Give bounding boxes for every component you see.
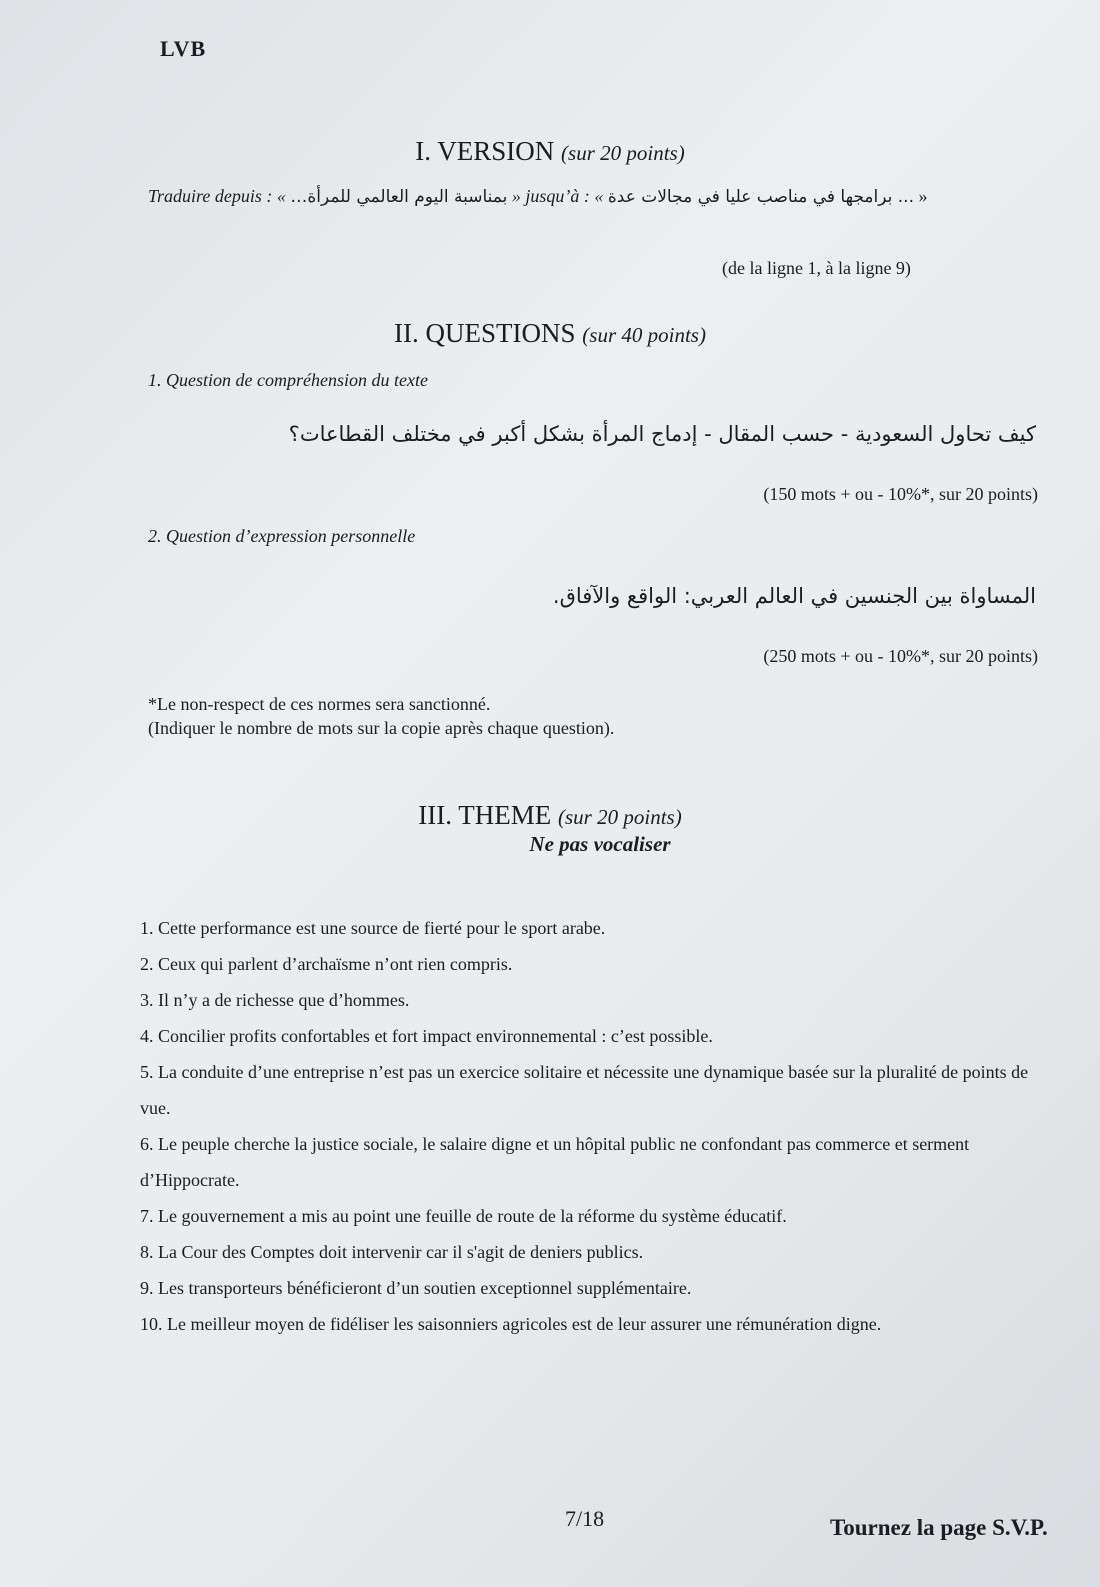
arabic-start-quote: بمناسبة اليوم العالمي للمرأة… [290,187,508,207]
line-range: (de la ligne 1, à la ligne 9) [722,258,911,278]
theme-item: 9. Les transporteurs bénéficieront d’un soutien exceptionnel supplémentaire. [140,1278,692,1298]
question-1-word-count: (150 mots + ou - 10%*, sur 20 points) [763,484,1038,504]
theme-sentence-list [140,910,1052,1342]
theme-item: 8. La Cour des Comptes doit intervenir car il s'agit de deniers publics. [140,1242,644,1262]
instruction-mid: » jusqu’à : « [511,186,604,206]
question-2-title: 2. Question d’expression personnelle [148,526,416,546]
version-title: I. VERSION [415,136,555,166]
header-code: LVB [160,36,207,61]
theme-title: III. THEME [418,800,552,830]
question-1-arabic: كيف تحاول السعودية - حسب المقال - إدماج المرأة بشكل أكبر في مختلف القطاعات؟ [288,422,1036,446]
theme-heading [0,800,1100,831]
theme-points: (sur 20 points) [558,805,682,829]
questions-heading [0,318,1100,349]
theme-item: 2. Ceux qui parlent d’archaïsme n’ont rien compris. [140,954,513,974]
theme-item: 4. Concilier profits confortables et fort impact environnemental : c’est possible. [140,1026,713,1046]
theme-item: 5. La conduite d’une entreprise n’est pas un exercice solitaire et nécessite une dynamique basée sur la pluralité de points de vue. [140,1062,1029,1118]
theme-subtitle: Ne pas vocaliser [529,832,671,856]
question-2-word-count: (250 mots + ou - 10%*, sur 20 points) [763,646,1038,666]
version-instruction [148,186,927,207]
instruction-suffix: » [918,186,928,206]
theme-item: 1. Cette performance est une source de fierté pour le sport arabe. [140,918,606,938]
note-word-count: (Indiquer le nombre de mots sur la copie après chaque question). [148,718,615,738]
theme-item: 6. Le peuple cherche la justice sociale, le salaire digne et un hôpital public ne confondant pas commerce et serment d’Hippocrate. [140,1134,970,1190]
questions-points: (sur 40 points) [582,323,706,347]
theme-item: 7. Le gouvernement a mis au point une feuille de route de la réforme du système éducatif. [140,1206,787,1226]
version-heading [0,136,1100,167]
page-number: 7/18 [565,1506,605,1531]
theme-item: 10. Le meilleur moyen de fidéliser les saisonniers agricoles est de leur assurer une rémunération digne. [140,1314,882,1334]
version-points: (sur 20 points) [561,141,685,165]
turn-page-note: Tournez la page S.V.P. [830,1515,1048,1540]
question-1-title: 1. Question de compréhension du texte [148,370,428,390]
questions-title: II. QUESTIONS [394,318,576,348]
theme-item: 3. Il n’y a de richesse que d’hommes. [140,990,410,1010]
question-2-arabic: المساواة بين الجنسين في العالم العربي: الواقع والآفاق. [552,584,1036,608]
instruction-prefix: Traduire depuis : « [148,186,286,206]
arabic-end-quote: ... برامجها في مناصب عليا في مجالات عدة [607,187,914,207]
note-sanction: *Le non-respect de ces normes sera sanctionné. [148,694,491,714]
